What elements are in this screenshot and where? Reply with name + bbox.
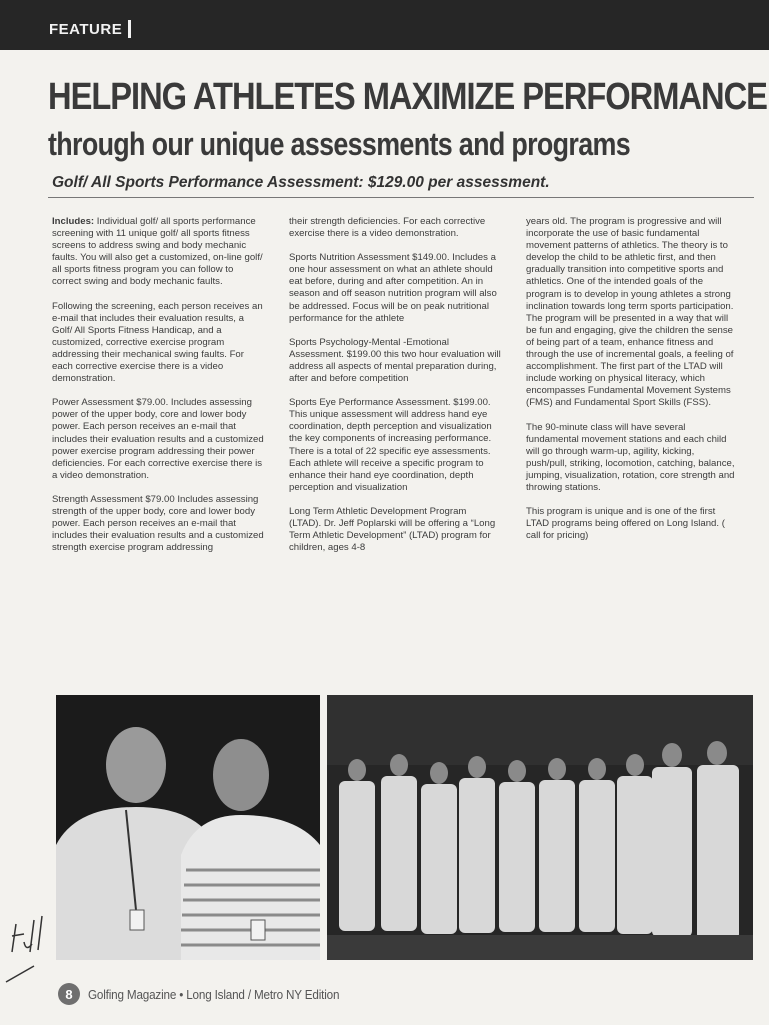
header-rule (48, 197, 754, 198)
handwritten-mark (4, 912, 48, 992)
page-footer (58, 982, 367, 1006)
paragraph-eye-assessment: Sports Eye Performance Assessment. $199.00. This unique assessment will address hand eye coordination, depth perception and visualization the key components of increasing performance. There is a total of 22 specific eye assessments. Each athlete will receive a specific program to enhance their hand eye coordination, depth perception and visualization (289, 397, 492, 493)
paragraph-strength-continued: their strength deficiencies. For each corrective exercise there is a video demonstration. (289, 216, 486, 240)
includes-label: Includes: (52, 216, 95, 227)
includes-text: Individual golf/ all sports performance screening with 11 unique golf/ all sports fitness screens to address swing and body mechanic faults. You will also get a customized, on-line golf/ all sports fitness program you can follow to correct swing and body mechanic faults. (52, 216, 263, 288)
section-label: FEATURE (49, 21, 123, 38)
paragraph-power-assessment: Power Assessment $79.00. Includes assessing power of the upper body, core and lower body power. Each person receives an e-mail that includes their evaluation results and a customized power exercise program addressing their power deficiencies. For each corrective exercise there is a video demonstration. (52, 397, 264, 481)
page-number: 8 (58, 983, 80, 1005)
article-subheadline: through our unique assessments and programs (48, 126, 630, 162)
text-column-2 (289, 216, 501, 566)
paragraph-screening: Following the screening, each person receives an e-mail that includes their evaluation results, a Golf/ All Sports Fitness Handicap, and a customized, corrective exercise program addressing their mechanical swing faults. For each corrective exercise there is a video demonstration. (52, 300, 263, 385)
paragraph-class-stations: The 90-minute class will have several fundamental movement stations and each child will go through warm-up, agility, kicking, push/pull, striking, locomotion, catching, balance, jumping, visualization, rotation, core strength and throwing stations. (526, 421, 735, 493)
paragraph-ltad-program: years old. The program is progressive and will incorporate the use of basic fundamental movement patterns of athletics. The theory is to develop the child to be athletic first, and then gradually transition into competitive sports and athletics. One of the intended goals of the program is to develop in young athletes a strong inclination towards long term sports participation. The program will be presented in a way that will be fun and engaging, give the children the sense of being part of a team, enhance fitness and through the use of incremental goals, a feeling of accomplishment. The first part of the LTAD will include working on physical literacy, which encompasses Fundamental Movement Systems (FMS) and Fundamental Sport Skills (FSS). (526, 216, 734, 409)
photo-group (327, 695, 753, 960)
paragraph-strength-assessment: Strength Assessment $79.00 Includes assessing strength of the upper body, core and lower body power. Each person receives an e-mail that includes their evaluation results and a customized strength exercise program addressing (52, 493, 264, 554)
assessment-price-line: Golf/ All Sports Performance Assessment: $129.00 per assessment. (52, 174, 550, 191)
publication-name: Golfing Magazine • Long Island / Metro NY Edition (88, 986, 340, 1002)
text-column-3 (526, 216, 738, 554)
paragraph-nutrition-assessment: Sports Nutrition Assessment $149.00. Includes a one hour assessment on what an athlete should eat before, during and after competition. An in season and off season nutrition program will also be addressed. Focus will be on peak nutritional performance for the athlete (289, 252, 497, 324)
paragraph-psychology-assessment: Sports Psychology-Mental -Emotional Assessment. $199.00 this two hour evaluation will address all aspects of mental preparation during, after and before competition (289, 336, 501, 385)
text-column-1 (52, 216, 264, 566)
article-headline: HELPING ATHLETES MAXIMIZE PERFORMANCE (48, 76, 767, 118)
photo-two-men (56, 695, 320, 960)
banner-divider (128, 20, 131, 38)
paragraph-pricing-note: This program is unique and is one of the first LTAD programs being offered on Long Island. ( call for pricing) (526, 506, 725, 542)
feature-banner (0, 0, 769, 50)
paragraph-ltad-intro: Long Term Athletic Development Program (LTAD). Dr. Jeff Poplarski will be offering a “Long Term Athletic Development” (LTAD) program for children, ages 4-8 (289, 505, 496, 554)
paragraph-includes (52, 216, 264, 289)
